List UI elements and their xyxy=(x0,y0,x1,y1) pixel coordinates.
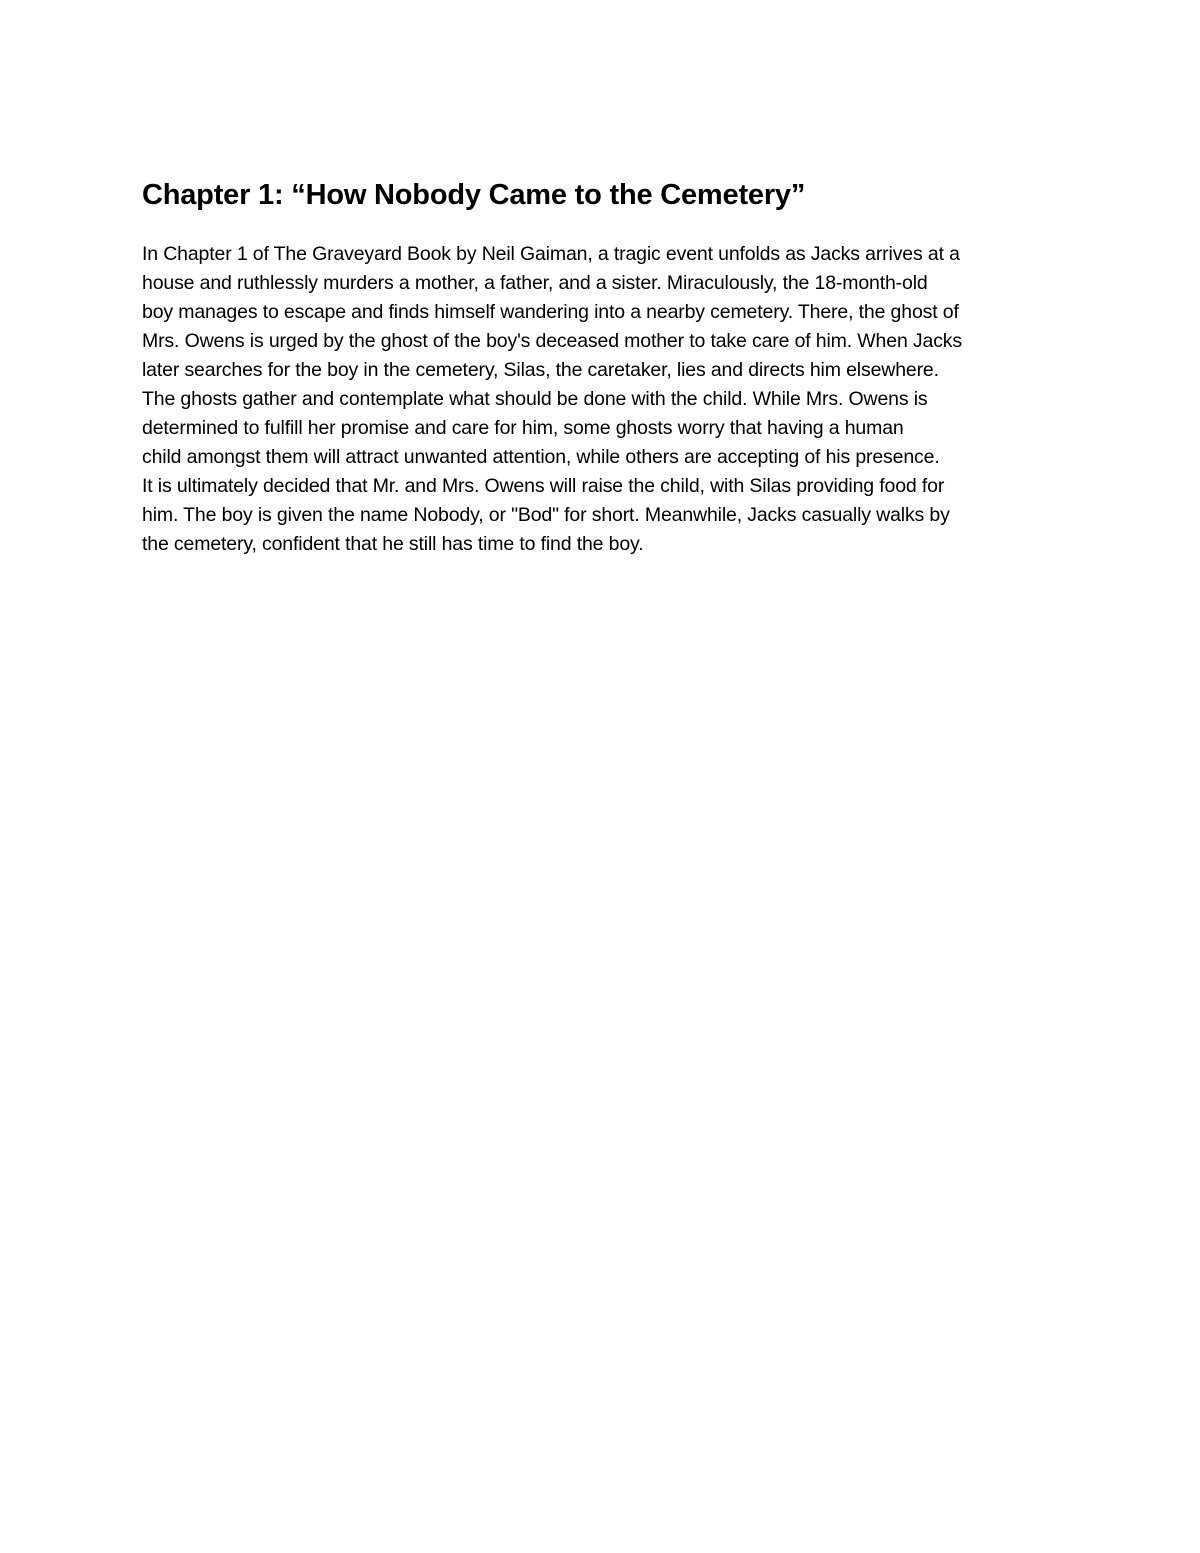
paragraph-line: It is ultimately decided that Mr. and Mrs. Owens will raise the child, with Silas providing food for xyxy=(142,475,945,497)
paragraph-line: boy manages to escape and finds himself wandering into a nearby cemetery. There, the ghost of xyxy=(142,301,959,323)
paragraph-line: determined to fulfill her promise and care for him, some ghosts worry that having a human xyxy=(142,417,904,439)
paragraph-line: house and ruthlessly murders a mother, a father, and a sister. Miraculously, the 18-month-old xyxy=(142,272,928,294)
chapter-title: Chapter 1: “How Nobody Came to the Cemetery” xyxy=(142,179,806,211)
paragraph-line: Mrs. Owens is urged by the ghost of the boy's deceased mother to take care of him. When Jacks xyxy=(142,330,963,352)
paragraph-line: The ghosts gather and contemplate what should be done with the child. While Mrs. Owens is xyxy=(142,388,928,410)
document-content xyxy=(142,174,1062,559)
chapter-summary-paragraph xyxy=(142,240,1062,559)
paragraph-line: child amongst them will attract unwanted attention, while others are accepting of his presence. xyxy=(142,446,940,468)
paragraph-line: the cemetery, confident that he still has time to find the boy. xyxy=(142,533,644,555)
paragraph-line: him. The boy is given the name Nobody, or "Bod" for short. Meanwhile, Jacks casually walks by xyxy=(142,504,950,526)
paragraph-line: In Chapter 1 of The Graveyard Book by Neil Gaiman, a tragic event unfolds as Jacks arrives at a xyxy=(142,243,960,265)
paragraph-line: later searches for the boy in the cemetery, Silas, the caretaker, lies and directs him elsewhere. xyxy=(142,359,939,381)
